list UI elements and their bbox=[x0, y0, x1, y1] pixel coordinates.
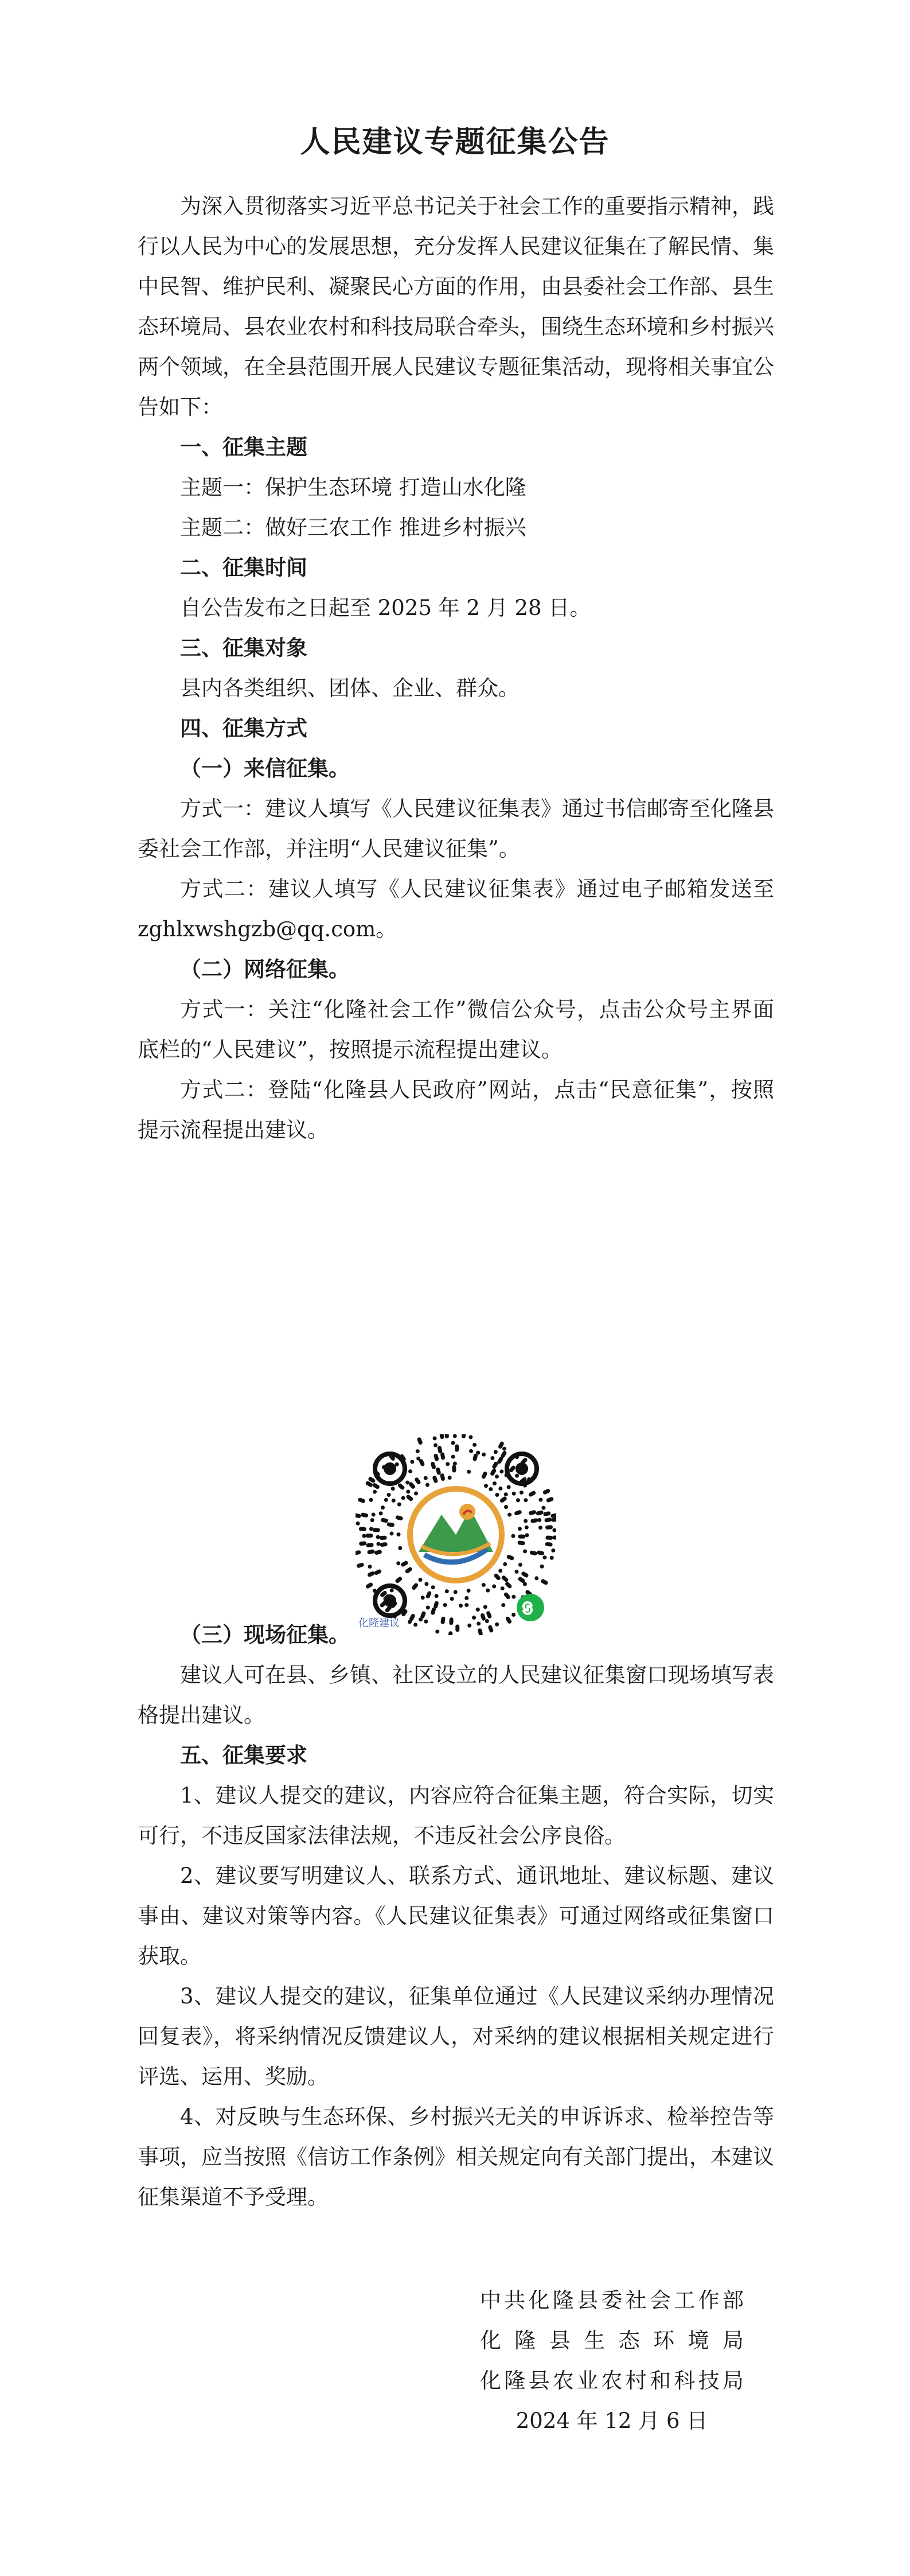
qr-module bbox=[483, 1474, 485, 1477]
target-text: 县内各类组织、团体、企业、群众。 bbox=[180, 676, 520, 701]
qr-module bbox=[499, 1459, 501, 1462]
qr-module bbox=[545, 1513, 549, 1514]
requirement-item: 2、建议要写明建议人、联系方式、通讯地址、建议标题、建议事由、建议对策等内容。《人民建议征集表》可通过网络或征集窗口获取。 bbox=[138, 1863, 774, 1968]
qr-module bbox=[522, 1479, 525, 1481]
qr-module bbox=[438, 1469, 439, 1473]
qr-module bbox=[376, 1571, 379, 1573]
qr-module bbox=[553, 1519, 556, 1520]
qr-module bbox=[553, 1515, 556, 1516]
qr-module bbox=[533, 1520, 536, 1521]
qr-module bbox=[523, 1460, 525, 1462]
qr-module bbox=[387, 1608, 389, 1610]
qr-module bbox=[493, 1470, 494, 1473]
qr-module bbox=[411, 1484, 413, 1487]
qr-module bbox=[404, 1612, 405, 1614]
qr-module bbox=[356, 1515, 359, 1516]
qr-module bbox=[400, 1485, 403, 1488]
qr-module bbox=[360, 1500, 364, 1501]
section-heading-theme: 一、征集主题 bbox=[180, 435, 307, 460]
qr-finder-dot bbox=[384, 1462, 396, 1475]
subheading-online: （二）网络征集。 bbox=[180, 957, 350, 982]
section-heading-target: 三、征集对象 bbox=[180, 636, 307, 660]
qr-module bbox=[517, 1512, 520, 1513]
qr-module bbox=[361, 1543, 365, 1544]
signature-block bbox=[480, 2281, 744, 2441]
qr-module bbox=[397, 1517, 401, 1519]
theme-item: 主题二：做好三农工作 推进乡村振兴 bbox=[180, 515, 526, 540]
qr-module bbox=[543, 1581, 546, 1583]
qr-module bbox=[403, 1563, 406, 1565]
qr-module bbox=[433, 1464, 434, 1467]
qr-module bbox=[389, 1524, 392, 1525]
section-heading-method: 四、征集方式 bbox=[180, 716, 307, 741]
qr-code-graphic bbox=[356, 1434, 556, 1635]
qr-module bbox=[531, 1512, 534, 1513]
qr-module bbox=[358, 1565, 362, 1566]
county-logo-icon bbox=[410, 1489, 502, 1581]
online-method-item: 方式一：关注“化隆社会工作”微信公众号，点击公众号主界面底栏的“人民建议”，按照提示流程提出建议。 bbox=[138, 997, 774, 1062]
time-text: 自公告发布之日起至 2025 年 2 月 28 日。 bbox=[180, 596, 591, 620]
qr-module bbox=[368, 1483, 370, 1485]
qr-module bbox=[356, 1552, 359, 1553]
qr-module bbox=[524, 1574, 526, 1575]
qr-finder-dot bbox=[384, 1594, 396, 1607]
qr-module bbox=[501, 1443, 502, 1446]
qr-module bbox=[382, 1544, 385, 1545]
qr-module bbox=[408, 1497, 411, 1499]
theme-item: 主题一：保护生态环境 打造山水化隆 bbox=[180, 475, 526, 500]
qr-module bbox=[530, 1493, 533, 1495]
qr-module bbox=[520, 1579, 523, 1581]
announcement-body-top bbox=[138, 186, 774, 1150]
subheading-onsite: （三）现场征集。 bbox=[180, 1622, 350, 1647]
qr-module bbox=[548, 1499, 552, 1500]
section-heading-requirements: 五、征集要求 bbox=[180, 1743, 307, 1768]
qr-module bbox=[503, 1453, 505, 1456]
requirement-item: 3、建议人提交的建议，征集单位通过《人民建议采纳办理情况回复表》，将采纳情况反馈建议人，对采纳的建议根据相关规定进行评选、运用、奖励。 bbox=[138, 1984, 774, 2089]
qr-module bbox=[421, 1461, 423, 1464]
qr-module bbox=[532, 1552, 535, 1553]
mini-program-qr-code[interactable] bbox=[356, 1434, 556, 1635]
qr-module bbox=[494, 1464, 496, 1466]
qr-module bbox=[433, 1609, 434, 1613]
signing-org: 化隆县生态环境局 bbox=[480, 2328, 744, 2353]
qr-module bbox=[503, 1578, 506, 1580]
qr-module bbox=[435, 1478, 436, 1481]
announcement-body-bottom bbox=[138, 1615, 774, 2217]
qr-caption: 化隆建议 bbox=[358, 1617, 400, 1629]
online-method-item: 方式二：登陆“化隆县人民政府”网站，点击“民意征集”，按照提示流程提出建议。 bbox=[138, 1077, 774, 1142]
qr-module bbox=[370, 1479, 373, 1481]
qr-module bbox=[539, 1552, 542, 1553]
requirement-item: 4、对反映与生态环保、乡村振兴无关的申诉诉求、检举控告等事项，应当按照《信访工作条例》相关规定向有关部门提出，本建议征集渠道不予受理。 bbox=[138, 2104, 774, 2209]
qr-module bbox=[507, 1584, 510, 1586]
qr-module bbox=[538, 1512, 541, 1513]
onsite-text: 建议人可在县、乡镇、社区设立的人民建议征集窗口现场填写表格提出建议。 bbox=[138, 1663, 774, 1727]
qr-module bbox=[369, 1573, 372, 1575]
qr-module bbox=[436, 1603, 437, 1606]
qr-module bbox=[419, 1439, 420, 1443]
qr-module bbox=[502, 1499, 505, 1501]
letter-method-item: 方式一：建议人填写《人民建议征集表》通过书信邮寄至化隆县委社会工作部，并注明“人民建议征集”。 bbox=[138, 796, 774, 861]
qr-module bbox=[369, 1551, 373, 1552]
qr-module bbox=[397, 1579, 400, 1581]
qr-finder-dot bbox=[515, 1462, 528, 1475]
qr-module bbox=[374, 1485, 377, 1487]
section-heading-time: 二、征集时间 bbox=[180, 555, 307, 580]
signing-org: 中共化隆县委社会工作部 bbox=[480, 2288, 744, 2313]
intro-paragraph: 为深入贯彻落实习近平总书记关于社会工作的重要指示精神，践行以人民为中心的发展思想，充分发挥人民建议征集在了解民情、集中民智、维护民利、凝聚民心方面的作用，由县委社会工作部、县生态环境局、县农业农村和科技局联合牵头，围绕生态环境和乡村振兴两个领域，在全县范围开展人民建议专题征集活动，现将相关事宜公告如下： bbox=[138, 194, 774, 419]
qr-module bbox=[382, 1593, 385, 1595]
qr-module bbox=[368, 1585, 370, 1586]
qr-module bbox=[417, 1480, 419, 1482]
subheading-letter: （一）来信征集。 bbox=[180, 756, 350, 781]
qr-module bbox=[545, 1491, 548, 1493]
qr-module bbox=[496, 1575, 498, 1578]
qr-module bbox=[509, 1557, 512, 1558]
document-title: 人民建议专题征集公告 bbox=[300, 125, 610, 159]
qr-module bbox=[428, 1593, 429, 1596]
qr-module bbox=[442, 1476, 443, 1479]
qr-module bbox=[414, 1585, 416, 1588]
signing-date: 2024 年 12 月 6 日 bbox=[515, 2408, 708, 2433]
qr-module bbox=[368, 1545, 372, 1546]
requirement-item: 1、建议人提交的建议，内容应符合征集主题，符合实际，切实可行，不违反国家法律法规，不违反社会公序良俗。 bbox=[138, 1783, 774, 1848]
signing-org: 化隆县农业农村和科技局 bbox=[480, 2368, 744, 2393]
qr-module bbox=[511, 1468, 513, 1470]
letter-method-item: 方式二：建议人填写《人民建议征集表》通过电子邮箱发送至 zghlxwshgzb@qq.com。 bbox=[138, 877, 774, 941]
qr-module bbox=[506, 1594, 508, 1597]
qr-module bbox=[407, 1569, 410, 1571]
